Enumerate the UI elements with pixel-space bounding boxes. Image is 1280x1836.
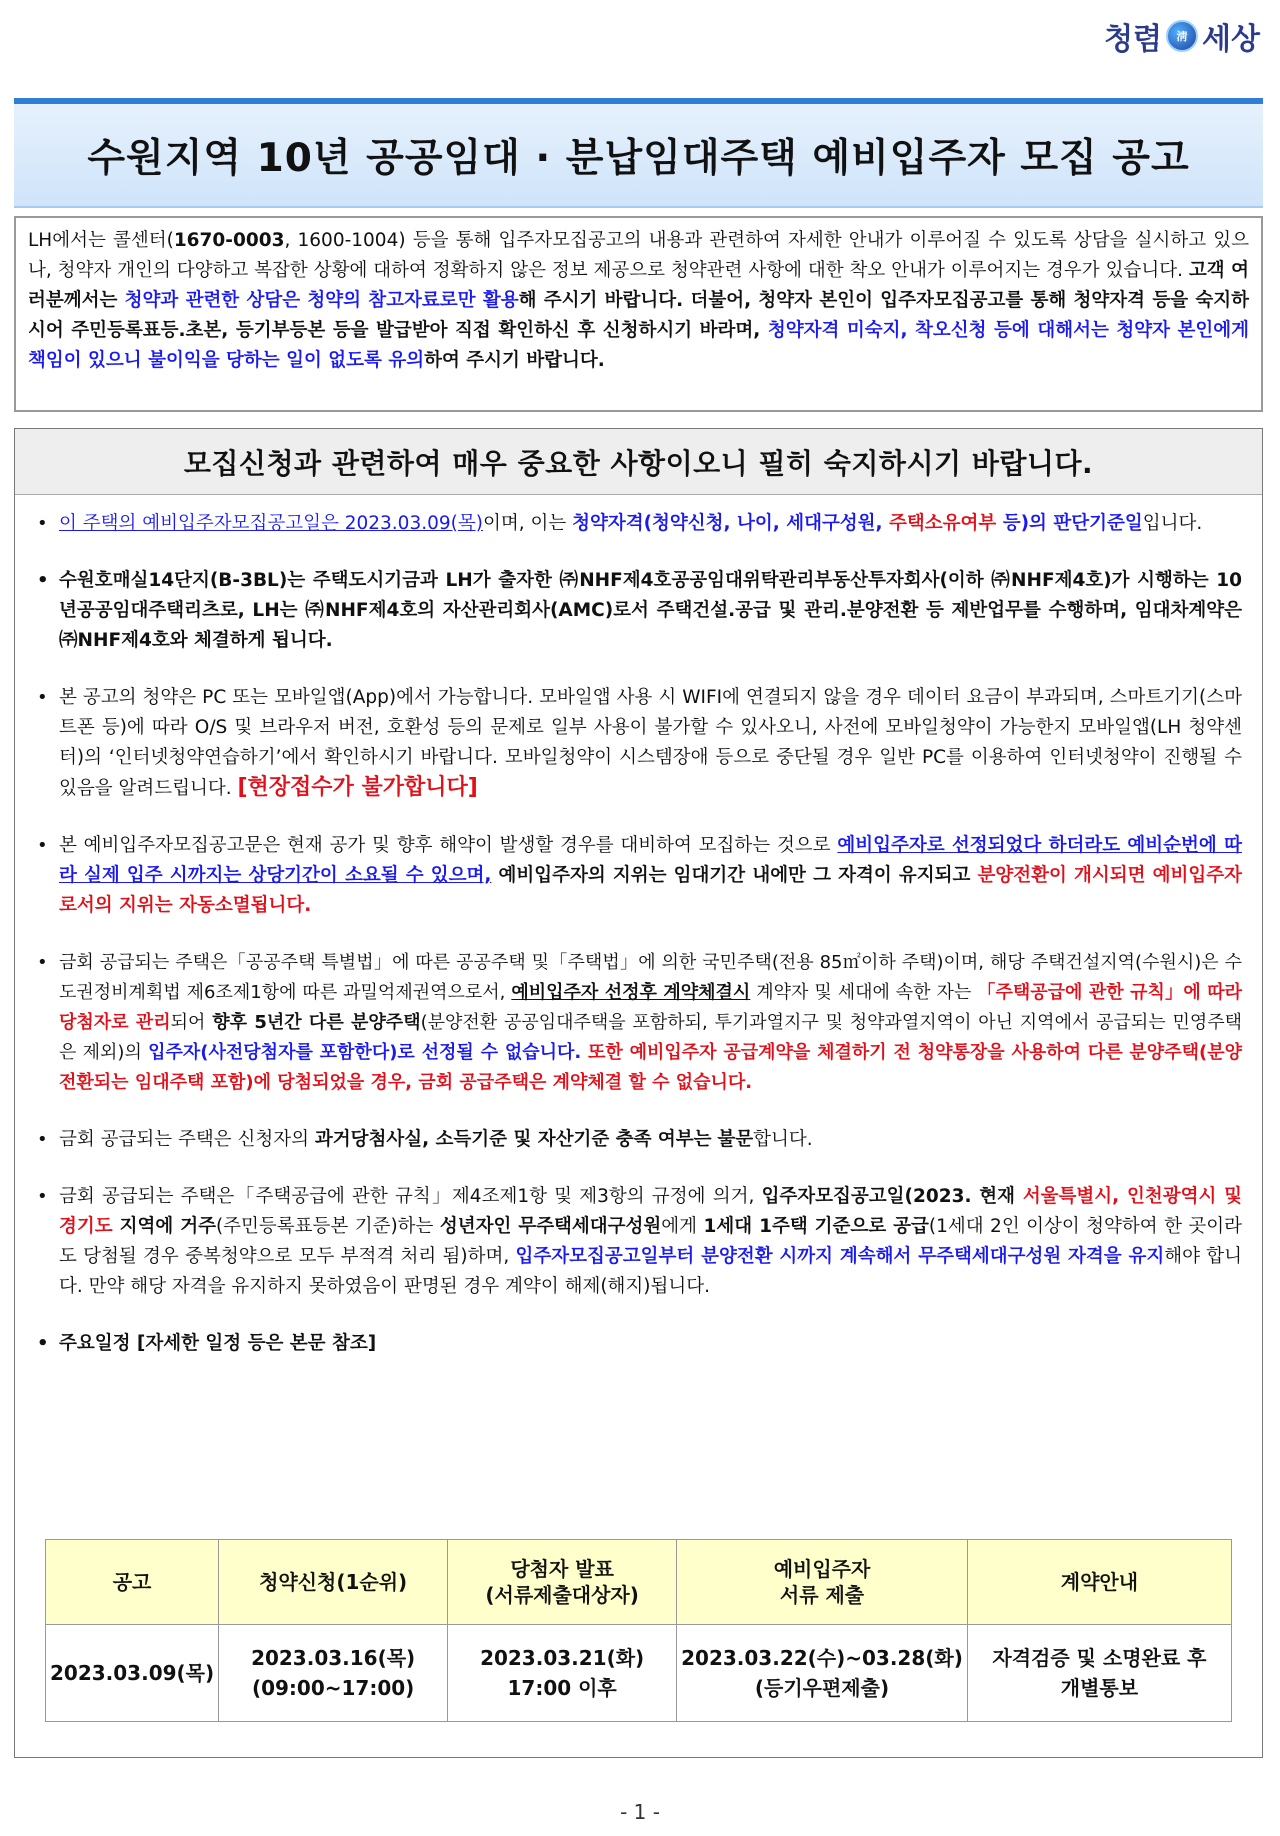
item-text: 입니다.	[1142, 513, 1203, 534]
item-emphasis-red: 서울특별시, 인천광역시 및 경기도	[59, 1186, 1242, 1237]
item-emphasis: 등)의 판단기준일	[996, 513, 1143, 534]
table-header: 예비입주자 서류 제출	[677, 1540, 968, 1625]
notice-date-text: 이 주택의 예비입주자모집공고일은 2023.03.09(목)	[59, 513, 483, 534]
item-text-bold: 예비입주자의 지위는 임대기간 내에만 그 자격이 유지되고	[491, 865, 978, 886]
item-text-bold: 향후 5년간 다른 분양주택	[212, 1012, 421, 1033]
intro-text-4: 해 주시기 바랍니다. 더불어, 청약자 본인이 입주자모집공고를 통해 청약자격 등을 숙지하시어 주민등록표등.초본, 등기부등본 등을 발급받아 직접 확인하신 후 신청하시기 바라며,	[28, 290, 1249, 341]
item-emphasis-red: 분양전환이 개시되면 예비입주자로서의 지위는 자동소멸됩니다.	[59, 865, 1243, 916]
item-text: 금회 공급되는 주택은「주택공급에 관한 규칙」제4조제1항 및 제3항의 규정에 의거,	[59, 1186, 762, 1207]
item-text: 되어	[170, 1012, 213, 1033]
item-emphasis: 입주자모집공고일부터 분양전환 시까지 계속해서 무주택세대구성원 자격을 유지	[515, 1246, 1165, 1267]
table-cell: 2023.03.16(목) (09:00~17:00)	[219, 1625, 448, 1722]
table-header: 당첨자 발표 (서류제출대상자)	[448, 1540, 677, 1625]
item-text: 에게	[661, 1216, 704, 1237]
item-emphasis-red: 「주택공급에 관한 규칙」에 따라 당첨자로 관리	[59, 982, 1242, 1033]
item-text: (1세대 2인 이상이 청약하여 한 곳이라도 당첨될 경우 중복청약으로 모두 부적격 처리 됨)하며,	[59, 1216, 1242, 1267]
table-header: 청약신청(1순위)	[219, 1540, 448, 1625]
item-emphasis: 예비입주자로 선정되었다 하더라도 예비순번에 따라 실제 입주 시까지는 상당기간이 소요될 수 있으며,	[59, 835, 1242, 886]
item-text: (주민등록표등본 기준)하는	[215, 1216, 440, 1237]
item-text: 계약자 및 세대에 속한 자는	[750, 982, 978, 1003]
call-center-number: 1670-0003	[173, 230, 285, 251]
list-item	[35, 948, 1242, 1098]
intro-emphasis-1: 청약과 관련한 상담은 청약의 참고자료로만 활용	[124, 290, 519, 311]
list-item: • 주요일정 [자세한 일정 등은 본문 참조]	[35, 1329, 1242, 1359]
item-text-bold: 불문	[717, 1129, 754, 1150]
table-row	[46, 1625, 1232, 1722]
intro-text-1: LH에서는 콜센터(	[28, 230, 174, 251]
item-text-bold: 예비입주자 선정후 계약체결시	[511, 982, 751, 1003]
notice-section	[14, 428, 1263, 1758]
item-text-bold: 입주자모집공고일(2023. 현재	[761, 1186, 1023, 1207]
page-number: - 1 -	[620, 1800, 660, 1824]
intro-text-3: 고객 여러분께서는	[28, 260, 1249, 311]
item-text: 금회 공급되는 주택은「공공주택 특별법」에 따른 공공주택 및「주택법」에 의한 국민주택(전용 85㎡이하 주택)이며, 해당 주택건설지역(수원시)은 수도권정비계획법 제6조제1항에 따른 과밀억제권역으로서,	[59, 952, 1242, 1003]
table-header: 공고	[46, 1540, 219, 1625]
list-item: • 수원호매실14단지(B-3BL)는 주택도시기금과 LH가 출자한 ㈜NHF제4호공공임대위탁관리부동산투자회사(이하 ㈜NHF제4호)가 시행하는 10년공공임대주택리츠로, LH는 ㈜NHF제4호의 자산관리회사(AMC)로서 주택건설.공급 및 관리.분양전환 등 제반업무를 수행하며, 임대차계약은 ㈜NHF제4호와 체결하게 됩니다.	[35, 566, 1242, 656]
table-header: 계약안내	[967, 1540, 1231, 1625]
item-text-bold: 1세대 1주택 기준으로 공급	[703, 1216, 929, 1237]
table-cell: 2023.03.09(목)	[46, 1625, 219, 1722]
logo-badge-icon: 淸	[1166, 20, 1198, 52]
item-emphasis: 청약자격(청약신청, 나이, 세대구성원,	[572, 513, 890, 534]
item-text-bold: 성년자인 무주택세대구성원	[439, 1216, 662, 1237]
list-item	[35, 831, 1242, 921]
list-item	[35, 1125, 1242, 1155]
list-item	[35, 683, 1242, 804]
onsite-notice: [현장접수가 불가합니다]	[237, 775, 478, 800]
table-cell: 2023.03.22(수)~03.28(화) (등기우편제출)	[677, 1625, 968, 1722]
intro-emphasis-2: 청약자격 미숙지, 착오신청 등에 대해서는 청약자 본인에게 책임이 있으니 불이익을 당하는 일이 없도록 유의	[28, 320, 1249, 371]
logo-text-left: 청렴	[1104, 22, 1163, 57]
item-text: 해야 합니다. 만약 해당 자격을 유지하지 못하였음이 판명된 경우 계약이 해제(해지)됩니다.	[59, 1246, 1243, 1297]
list-item	[35, 509, 1242, 539]
intro-text-2: , 1600-1004) 등을 통해 입주자모집공고의 내용과 관련하여 자세한 안내가 이루어질 수 있도록 상담을 실시하고 있으나, 청약자 개인의 다양하고 복잡한 상황에 대하여 정확하지 않은 정보 제공으로 청약관련 사항에 대한 착오 안내가 이루어지는 경우가 있습니다.	[28, 230, 1249, 281]
integrity-logo	[1104, 14, 1260, 58]
schedule-table	[45, 1539, 1232, 1722]
table-header-row	[46, 1540, 1232, 1625]
table-cell: 자격검증 및 소명완료 후 개별통보	[967, 1625, 1231, 1722]
item-text: 금회 공급되는 주택은 신청자의	[59, 1129, 315, 1150]
table-cell: 2023.03.21(화) 17:00 이후	[448, 1625, 677, 1722]
item-emphasis: 입주자(사전당첨자를 포함한다)로 선정될 수 없습니다.	[148, 1042, 582, 1063]
item-text: 합니다.	[753, 1129, 813, 1150]
intro-box	[14, 216, 1263, 412]
notice-list	[35, 509, 1242, 1386]
item-emphasis-red: 주택소유여부	[889, 513, 997, 534]
logo-text-right: 세상	[1202, 22, 1260, 57]
item-text: (분양전환 공공임대주택을 포함하되, 투기과열지구 및 청약과열지역이 아닌 지역에서 공급되는 민영주택은 제외)의	[59, 1012, 1242, 1063]
item-text: 본 공고의 청약은 PC 또는 모바일앱(App)에서 가능합니다. 모바일앱 사용 시 WIFI에 연결되지 않을 경우 데이터 요금이 부과되며, 스마트기기(스마트폰 등)에 따라 O/S 및 브라우저 버전, 호환성 등의 문제로 일부 사용이 불가할 수 있사오니, 사전에 모바일청약이 가능한지 모바일앱(LH 청약센터)의 ‘인터넷청약연습하기’에서 확인하시기 바랍니다. 모바일청약이 시스템장애 등으로 중단될 경우 일반 PC를 이용하여 인터넷청약이 진행될 수 있음을 알려드립니다.	[59, 687, 1242, 799]
item-text-bold: 지역에 거주	[112, 1216, 216, 1237]
list-item	[35, 1182, 1242, 1302]
page-title: 수원지역 10년 공공임대 · 분납임대주택 예비입주자 모집 공고	[87, 136, 1190, 181]
title-banner	[14, 98, 1263, 208]
notice-heading: 모집신청과 관련하여 매우 중요한 사항이오니 필히 숙지하시기 바랍니다.	[15, 429, 1262, 495]
intro-text-5: 하여 주시기 바랍니다.	[424, 350, 605, 371]
item-emphasis-red: 또한 예비입주자 공급계약을 체결하기 전 청약통장을 사용하여 다른 분양주택(분양전환되는 임대주택 포함)에 당첨되었을 경우, 금회 공급주택은 계약체결 할 수 없습니다.	[59, 1042, 1242, 1093]
item-text: 본 예비입주자모집공고문은 현재 공가 및 향후 해약이 발생할 경우를 대비하여 모집하는 것으로	[59, 835, 838, 856]
item-text: 이며, 이는	[482, 513, 573, 534]
item-text-bold: 과거당첨사실, 소득기준 및 자산기준 충족 여부는	[314, 1129, 712, 1150]
